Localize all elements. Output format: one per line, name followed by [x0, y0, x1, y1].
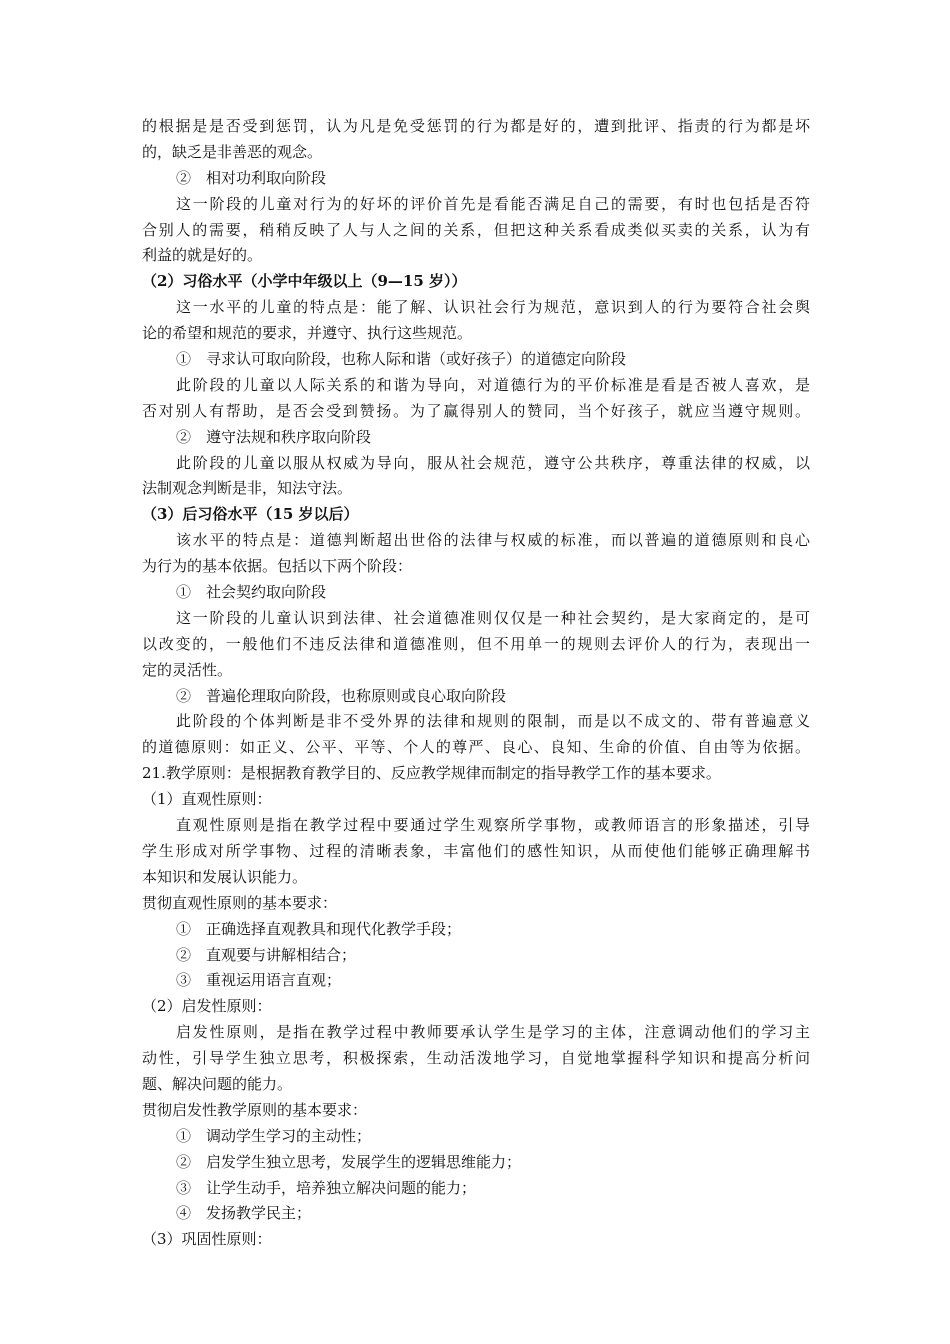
- text-line: 此阶段的儿童以人际关系的和谐为导向，对道德行为的平价标准是看是否被人喜欢，是: [176, 375, 810, 394]
- text-line: 这一阶段的儿童对行为的好坏的评价首先是看能否满足自己的需要，有时也包括是否符: [176, 194, 810, 213]
- text-line: 以改变的，一般他们不违反法律和道德准则，但不用单一的规则去评价人的行为，表现出一: [142, 634, 810, 653]
- list-item: ① 寻求认可取向阶段，也称人际和谐（或好孩子）的道德定向阶段: [176, 350, 627, 369]
- text-line: 法制观念判断是非，知法守法。: [142, 479, 353, 498]
- list-item: ① 正确选择直观教具和现代化教学手段；: [176, 919, 462, 938]
- text-line: 贯彻直观性原则的基本要求：: [142, 893, 338, 912]
- section-heading: （1）直观性原则：: [142, 790, 272, 809]
- text-line: 该水平的特点是：道德判断超出世俗的法律与权威的标准，而以普遍的道德原则和良心: [176, 531, 810, 550]
- section-heading: （3）巩固性原则：: [142, 1230, 272, 1249]
- list-item: ② 普遍伦理取向阶段，也称原则或良心取向阶段: [176, 686, 507, 705]
- text-line: 此阶段的个体判断是非不受外界的法律和规则的限制，而是以不成文的、带有普遍意义: [176, 712, 810, 731]
- list-item: ③ 让学生动手，培养独立解决问题的能力；: [176, 1178, 477, 1197]
- text-line: 的根据是是否受到惩罚，认为凡是免受惩罚的行为都是好的，遭到批评、指责的行为都是坏: [142, 117, 810, 135]
- text-line: 学生形成对所学事物、过程的清晰表象，丰富他们的感性知识，从而使他们能够正确理解书: [142, 841, 810, 860]
- section-heading: （3）后习俗水平（15 岁以后）: [142, 505, 359, 524]
- text-line: 利益的就是好的。: [142, 246, 263, 265]
- text-line: 贯彻启发性教学原则的基本要求：: [142, 1100, 368, 1119]
- text-line: 这一阶段的儿童认识到法律、社会道德准则仅仅是一种社会契约，是大家商定的，是可: [176, 608, 810, 627]
- list-item: ② 启发学生独立思考，发展学生的逻辑思维能力；: [176, 1152, 522, 1171]
- list-item: ① 调动学生学习的主动性；: [176, 1126, 372, 1145]
- text-line: 题、解决问题的能力。: [142, 1074, 293, 1093]
- section-heading: （2）启发性原则：: [142, 997, 272, 1016]
- list-item: ② 遵守法规和秩序取向阶段: [176, 427, 372, 446]
- list-item: ④ 发扬教学民主；: [176, 1204, 312, 1223]
- text-line: 本知识和发展认识能力。: [142, 867, 308, 886]
- text-line: 直观性原则是指在教学过程中要通过学生观察所学事物，或教师语言的形象描述，引导: [176, 816, 810, 835]
- text-line: 动性，引导学生独立思考，积极探索，生动活泼地学习，自觉地掌握科学知识和提高分析问: [142, 1049, 810, 1068]
- list-item: ① 社会契约取向阶段: [176, 583, 327, 602]
- text-line: 此阶段的儿童以服从权威为导向，服从社会规范，遵守公共秩序，尊重法律的权威，以: [176, 453, 810, 472]
- text-line: 论的希望和规范的要求，并遵守、执行这些规范。: [142, 324, 473, 343]
- text-line: 为行为的基本依据。包括以下两个阶段：: [142, 557, 413, 576]
- principle-heading: 21.教学原则：是根据教育教学目的、反应教学规律而制定的指导教学工作的基本要求。: [142, 764, 721, 783]
- text-line: 的，缺乏是非善恶的观念。: [142, 142, 323, 161]
- text-line: 启发性原则，是指在教学过程中教师要承认学生是学习的主体，注意调动他们的学习主: [176, 1023, 810, 1042]
- section-heading: （2）习俗水平（小学中年级以上（9—15 岁））: [142, 272, 467, 291]
- list-item: ② 相对功利取向阶段: [176, 168, 327, 187]
- text-line: 的道德原则：如正义、公平、平等、个人的尊严、良心、良知、生命的价值、自由等为依据。: [142, 738, 810, 757]
- list-item: ③ 重视运用语言直观；: [176, 971, 342, 990]
- text-line: 定的灵活性。: [142, 660, 233, 679]
- list-item: ② 直观要与讲解相结合；: [176, 945, 357, 964]
- text-line: 合别人的需要，稍稍反映了人与人之间的关系，但把这种关系看成类似买卖的关系，认为有: [142, 220, 810, 239]
- text-line: 否对别人有帮助，是否会受到赞扬。为了赢得别人的赞同，当个好孩子，就应当遵守规则。: [142, 401, 810, 420]
- text-line: 这一水平的儿童的特点是：能了解、认识社会行为规范，意识到人的行为要符合社会舆: [176, 298, 810, 317]
